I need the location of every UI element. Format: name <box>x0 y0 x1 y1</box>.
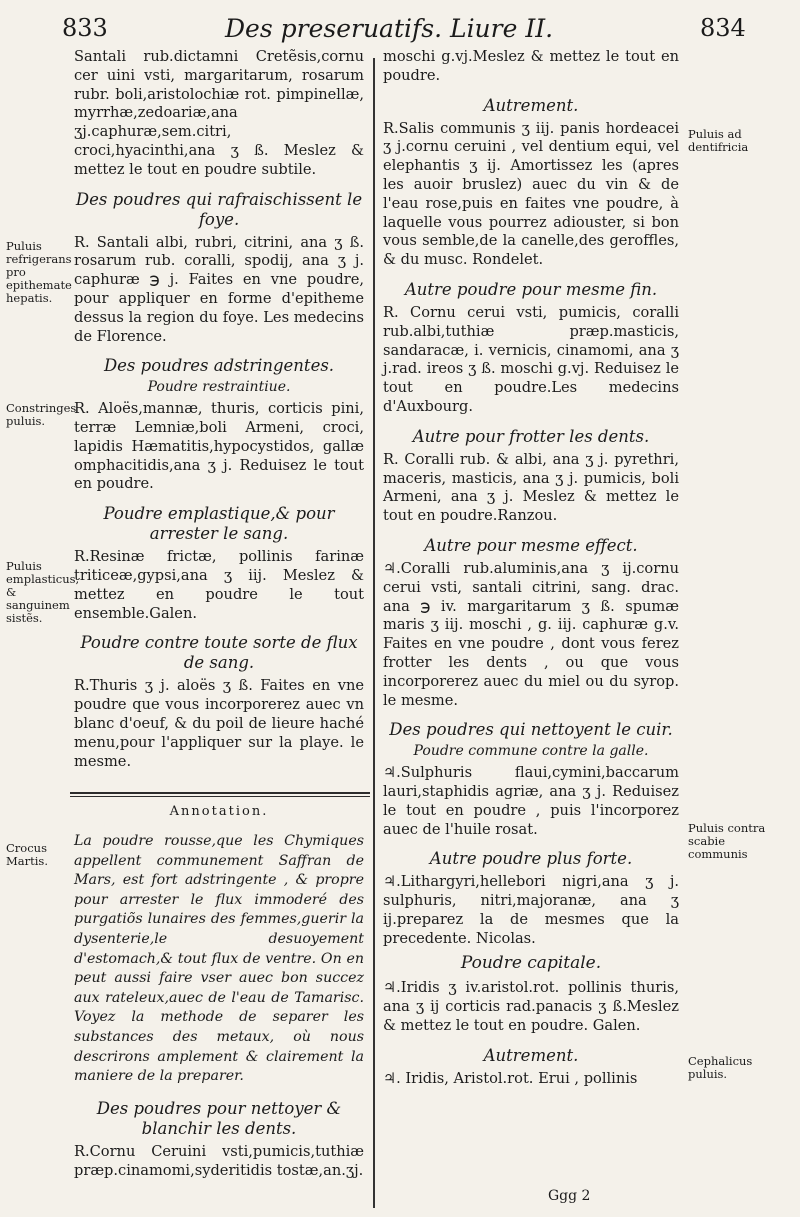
sub-heading: Poudre restraintiue. <box>147 379 291 396</box>
column-divider <box>373 58 375 1208</box>
margin-note: Cephalicus puluis. <box>688 1054 753 1081</box>
paragraph: ♃.Iridis ʒ iv.aristol.rot. pollinis thuris, ana ʒ ij corticis rad.panacis ʒ ß.Meslez & mettez le tout en poudre. Galen. <box>383 979 679 1034</box>
section-heading: Autre poudre pour mesme fin. <box>404 279 658 299</box>
section-heading: Autre poudre plus forte. <box>429 849 633 869</box>
section-heading: Autrement. <box>483 1045 579 1065</box>
running-title: Des preseruatifs. Liure II. <box>225 14 554 43</box>
paragraph: Santali rub.dictamni Cretẽsis,cornu cer uini vsti, margaritarum, rosarum rubr. boli,aristolochiæ rot. pimpinellæ, myrrhæ,zedoariæ,ana ʒj.caphuræ,sem.citri, croci,hyacinthi,ana ʒ ß. Meslez & mettez le tout en poudre subtile. <box>74 48 364 178</box>
paragraph: R.Resinæ frictæ, pollinis farinæ triticeæ,gypsi,ana ʒ iij. Meslez & mettez en poudre le tout ensemble.Galen. <box>74 548 364 622</box>
annotation-rule-thin <box>70 796 370 797</box>
paragraph: ♃. Iridis, Aristol.rot. Erui , pollinis <box>383 1069 638 1087</box>
margin-note: Puluis contra scabie communis <box>688 821 766 861</box>
paragraph: ♃.Lithargyri,hellebori nigri,ana ʒ j. sulphuris, nitri,majoranæ, ana ʒ ij.preparez la de mesmes que la precedente. Nicolas. <box>383 873 679 947</box>
sub-heading: Poudre commune contre la galle. <box>413 743 649 760</box>
paragraph: R.Cornu Ceruini vsti,pumicis,tuthiæ præp.cinamomi,syderitidis tostæ,an.ʒj. <box>74 1142 364 1179</box>
section-heading: Des poudres qui rafraischissent le foye. <box>75 189 363 229</box>
paragraph: R.Salis communis ʒ iij. panis hordeacei ʒ j.cornu ceruini , vel dentium equi, vel elephantis ʒ ij. Amortissez les (apres les auoir bruslez) auec du vin & de l'eau rose,puis en faites vne poudre, à laquelle vous pourrez adiouster, si bon vous semble,de la canelle,des geroffles, & du musc. Rondelet. <box>383 119 679 269</box>
section-heading: Poudre contre toute sorte de flux de sang. <box>80 633 358 673</box>
paragraph: R. Cornu cerui vsti, pumicis, coralli rub.albi,tuthiæ præp.masticis, sandaracæ, i. vernicis, cinamomi, ana ʒ j.rad. ireos ʒ ß. moschi g.vj. Reduisez le tout en poudre.Les medecins d'Auxbourg. <box>383 303 679 415</box>
paragraph: R. Santali albi, rubri, citrini, ana ʒ ß. rosarum rub. coralli, spodij, ana ʒ j. caphuræ ℈ j. Faites en vne poudre, pour appliquer en forme d'epitheme dessus la region du foye. Les medecins de Florence. <box>74 233 364 345</box>
running-header <box>0 8 800 52</box>
margin-note: Puluis refrigerans pro epithemate hepatis. <box>6 239 72 305</box>
section-heading: Poudre emplastique,& pour arrester le sang. <box>103 504 335 544</box>
margin-note: Puluis emplasticus, & sanguinem sistẽs. <box>6 559 80 625</box>
annotation-text: La poudre rousse,que les Chymiques appellent communement Saffran de Mars, est fort adstringente , & propre pour arrester le flux immoderé des purgatiõs lunaires des femmes,guerir la dysenterie,le desuoyement d'estomach,& tout flux de ventre. On en peut aussi faire vser auec bon succez aux rateleux,auec de l'eau de Tamarisc. Voyez la methode de separer les substances des metaux, où nous descrirons amplement & clairement la maniere de la preparer. <box>74 833 364 1085</box>
annotation-heading: Annotation. <box>169 804 269 819</box>
paragraph: moschi g.vj.Meslez & mettez le tout en poudre. <box>383 48 679 84</box>
left-column <box>74 48 364 771</box>
paragraph: R. Aloës,mannæ, thuris, corticis pini, terræ Lemniæ,boli Armeni, croci, lapidis Hæmatitis,hypocystidos, gallæ omphacitidis,ana ʒ j. Reduisez le tout en poudre. <box>74 400 364 493</box>
annotation-rule <box>70 792 370 794</box>
paragraph: R.Thuris ʒ j. aloës ʒ ß. Faites en vne poudre que vous incorporerez auec vn blanc d'oeuf, & du poil de lieure haché menu,pour l'appliquer sur la playe. le mesme. <box>74 677 364 770</box>
signature-mark: Ggg 2 <box>548 1188 591 1204</box>
right-page-number: 834 <box>700 14 746 42</box>
paragraph: ♃.Sulphuris flaui,cymini,baccarum lauri,staphidis agriæ, ana ʒ j. Reduisez le tout en poudre , puis l'incorporez auec de l'huile rosat. <box>383 764 679 838</box>
right-column <box>383 48 679 1088</box>
section-heading: Des poudres pour nettoyer & blanchir les dents. <box>96 1098 342 1138</box>
paragraph: ♃.Coralli rub.aluminis,ana ʒ ij.cornu cerui vsti, santali citrini, sang. drac. ana ℈ iv. margaritarum ʒ ß. spumæ maris ʒ iij. moschi , g. iij. caphuræ g.v. Faites en vne poudre , dont vous ferez frotter les dents , ou que vous incorporerez auec du miel ou du syrop. le mesme. <box>383 559 679 709</box>
section-heading: Poudre capitale. <box>460 953 602 974</box>
section-heading: Des poudres adstringentes. <box>103 356 335 376</box>
section-heading: Des poudres qui nettoyent le cuir. <box>389 720 673 740</box>
margin-note: Constringes puluis. <box>6 401 77 428</box>
annotation-block <box>74 832 364 1180</box>
section-heading: Autre pour mesme effect. <box>424 535 638 555</box>
margin-note: Puluis ad dentifricia <box>688 127 749 154</box>
section-heading: Autre pour frotter les dents. <box>412 426 650 446</box>
margin-note: Crocus Martis. <box>6 841 48 868</box>
section-heading: Autrement. <box>483 95 579 115</box>
left-page-number: 833 <box>62 14 108 42</box>
paragraph: R. Coralli rub. & albi, ana ʒ j. pyrethri, maceris, masticis, ana ʒ j. pumicis, boli Armeni, ana ʒ j. Meslez & mettez le tout en poudre.Ranzou. <box>383 450 679 525</box>
